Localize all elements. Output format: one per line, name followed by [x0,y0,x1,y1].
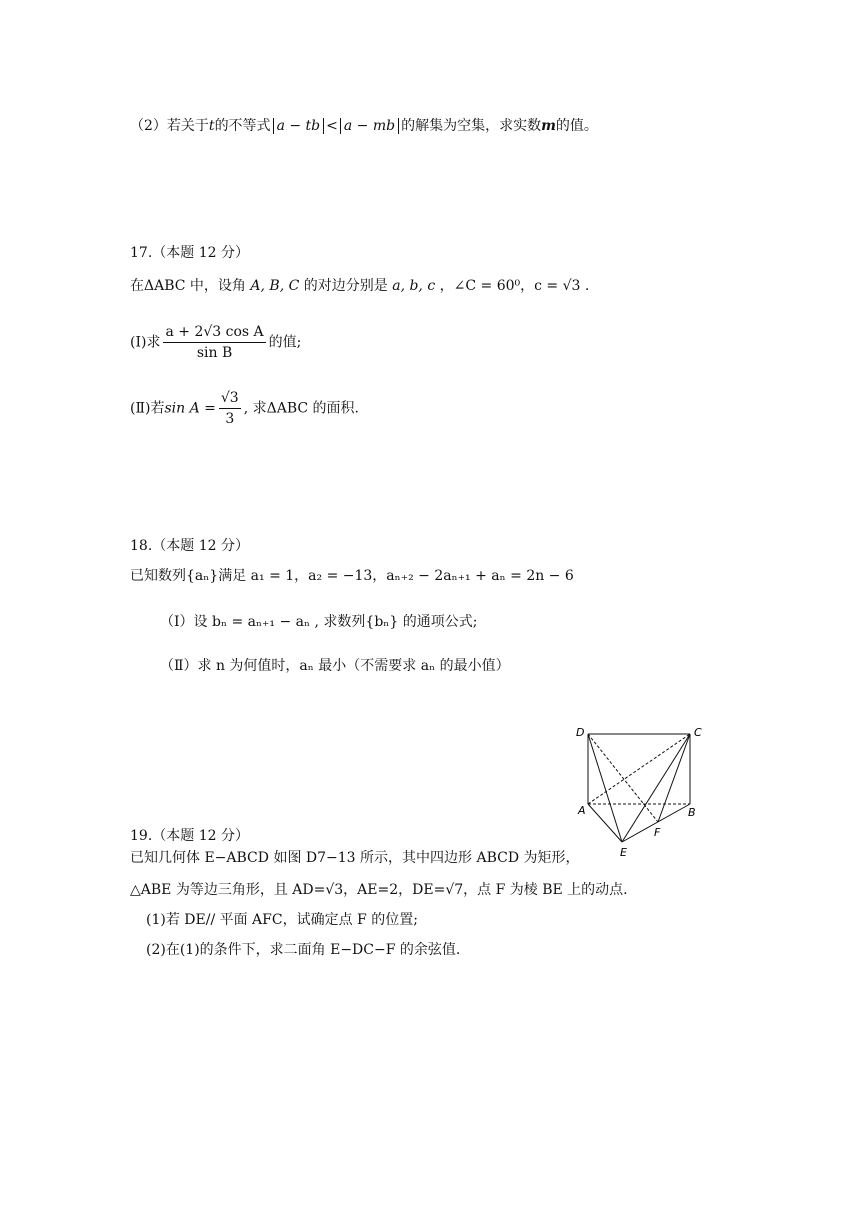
q17-part1: (Ⅰ)求 $\frac{\text{a + 2√3 cos A}}{\text{sin B}}$ 的值; [130,324,302,361]
q18-stem: 已知数列{aₙ}满足 a₁ = 1，a₂ = −13，aₙ₊₂ − 2aₙ₊₁ + aₙ = 2n − 6 [130,568,574,584]
edge-AE [588,804,622,842]
label-F: F [654,826,661,839]
q18-header: 18.（本题 12 分） [130,538,249,554]
label-C: C [694,726,702,739]
segment-AC [588,734,690,804]
q19-stem-line2: △ABE 为等边三角形，且 AD=√3，AE=2，DE=√7，点 F 为棱 BE 上的动点. [130,882,628,898]
label-D: D [576,726,585,739]
segment-DF [588,734,658,822]
abs-a-minus-tb: a − tb [273,118,325,134]
q19-stem-line1: 已知几何体 E−ABCD 如图 D7−13 所示，其中四边形 ABCD 为矩形， [130,850,580,866]
geometry-figure [570,722,720,862]
q19-header: 19.（本题 12 分） [130,828,249,844]
q18-part2: （Ⅱ）求 n 为何值时，aₙ 最小（不需要求 aₙ 的最小值） [160,658,510,674]
q19-part2: (2)在(1)的条件下，求二面角 E−DC−F 的余弦值. [146,942,461,958]
q17-fraction: $\frac{\text{a + 2√3 cos A}}{\text{sin B}}$ [165,324,264,361]
q17-part2: (Ⅱ)若sin A = $\frac{√3}{3}$ , 求ΔABC 的面积. [130,390,359,427]
label-E: E [620,846,627,859]
q16-part2: （2）若关于t的不等式 a − tb < a − mb 的解集为空集，求实数m的值。 [130,118,598,134]
q18-part1: （Ⅰ）设 bₙ = aₙ₊₁ − aₙ , 求数列{bₙ} 的通项公式; [160,614,478,630]
edge-DE [588,734,622,842]
label-A: A [578,804,586,817]
q17-stem: 在ΔABC 中，设角 A, B, C 的对边分别是 a, b, c ，∠C = 60⁰，c = √3 . [130,278,590,294]
q17-sqrt3-over-3: $\frac{√3}{3}$ [220,390,239,427]
abs-a-minus-mb: a − mb [340,118,399,134]
q17-header: 17.（本题 12 分） [130,245,249,261]
label-B: B [688,806,696,819]
q19-part1: (1)若 DE// 平面 AFC，试确定点 F 的位置; [146,912,418,928]
